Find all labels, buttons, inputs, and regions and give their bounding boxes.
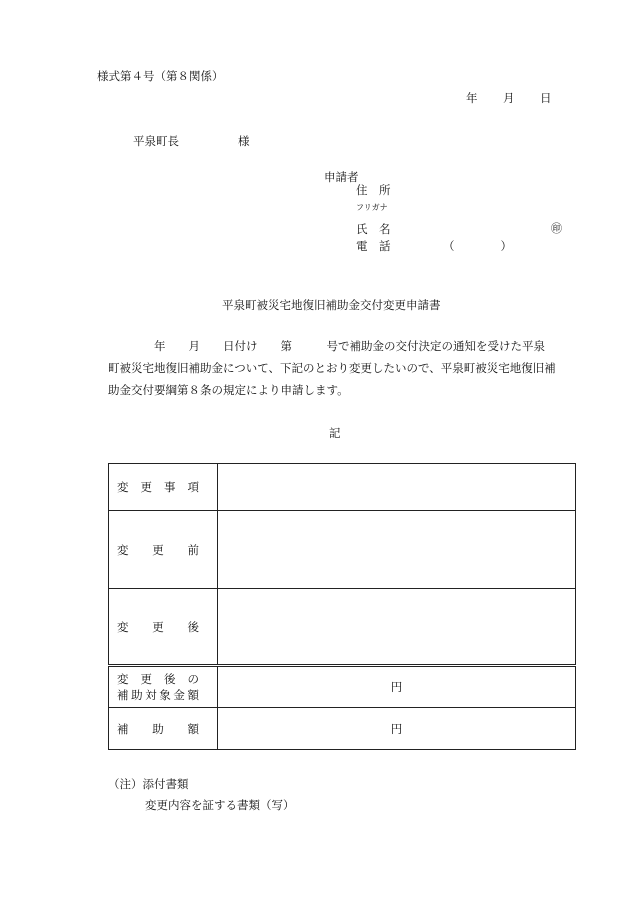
change-table <box>108 463 576 750</box>
seal-mark: ㊞ <box>551 222 562 235</box>
phone-parens: （ ） <box>443 239 512 253</box>
row-value-subsidy-amount[interactable]: 円 <box>218 708 576 750</box>
table-row <box>109 708 576 750</box>
body-line: 町被災宅地復旧補助金について、下記のとおり変更したいので、平泉町被災宅地復旧補 <box>108 361 556 375</box>
furigana-label: フリガナ <box>356 203 388 212</box>
addressee-honorific: 様 <box>238 134 250 148</box>
row-value-after[interactable] <box>218 589 576 666</box>
table-row <box>109 589 576 666</box>
address-label: 住 所 <box>356 183 391 197</box>
document-title: 平泉町被災宅地復旧補助金交付変更申請書 <box>222 298 441 312</box>
notes-heading: （注）添付書類 <box>108 777 189 791</box>
applicant-heading: 申請者 <box>324 170 359 184</box>
notes-item: 変更内容を証する書類（写） <box>145 798 295 812</box>
body-line: 年 月 日付け 第 号で補助金の交付決定の通知を受けた平泉 <box>108 339 545 353</box>
row-value-change-item[interactable] <box>218 464 576 511</box>
date-year: 年 <box>466 91 478 105</box>
table-row <box>109 511 576 589</box>
ki-heading: 記 <box>329 426 341 440</box>
row-label-after: 変 更 後 <box>109 589 218 666</box>
row-value-before[interactable] <box>218 511 576 589</box>
row-label-change-item: 変 更 事 項 <box>109 464 218 511</box>
date-month: 月 <box>503 91 515 105</box>
row-label-subsidy-target: 変 更 後 の 補 助 対 象 金 額 <box>109 666 218 708</box>
body-line: 助金交付要綱第８条の規定により申請します。 <box>108 383 349 397</box>
date-day: 日 <box>540 91 552 105</box>
row-label-subsidy-amount: 補 助 額 <box>109 708 218 750</box>
row-label-before: 変 更 前 <box>109 511 218 589</box>
name-label: 氏 名 <box>356 222 391 236</box>
body-paragraph <box>108 335 578 401</box>
addressee-name: 平泉町長 <box>133 134 179 148</box>
form-number: 様式第４号（第８関係） <box>97 69 224 83</box>
row-value-subsidy-target[interactable]: 円 <box>218 666 576 708</box>
phone-label: 電 話 <box>356 239 391 253</box>
table-row <box>109 464 576 511</box>
table-row <box>109 666 576 708</box>
